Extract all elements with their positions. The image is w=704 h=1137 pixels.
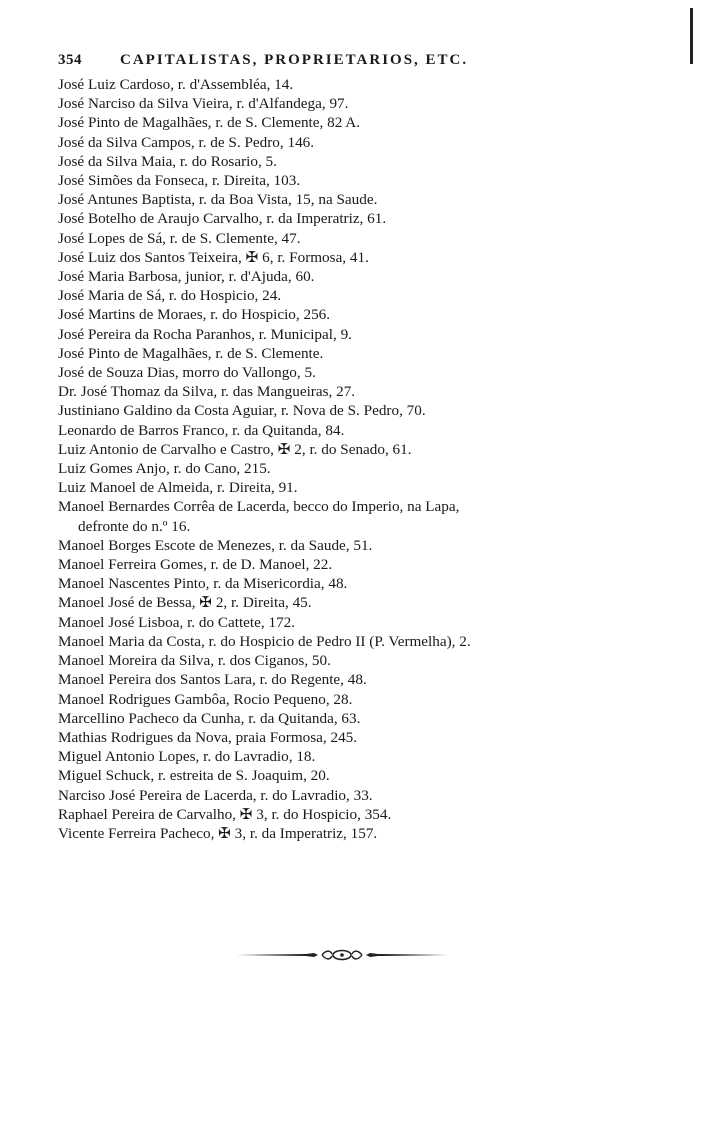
directory-entry: José Luiz Cardoso, r. d'Assembléa, 14. (58, 76, 294, 93)
directory-entry: Leonardo de Barros Franco, r. da Quitanda, 84. (58, 421, 345, 439)
directory-entry: Manoel Borges Escote de Menezes, r. da Saude, 51. (58, 536, 373, 554)
directory-entry: José Narciso da Silva Vieira, r. d'Alfandega, 97. (58, 95, 349, 113)
directory-entry: José Luiz dos Santos Teixeira, ✠ 6, r. Formosa, 41. (58, 248, 369, 266)
directory-entry: Manoel José Lisboa, r. do Cattete, 172. (58, 613, 296, 631)
directory-entry: Vicente Ferreira Pacheco, ✠ 3, r. da Imperatriz, 157. (58, 824, 378, 842)
ornamental-divider (236, 948, 448, 962)
directory-entry: José da Silva Campos, r. de S. Pedro, 146. (58, 133, 315, 151)
directory-entry: José de Souza Dias, morro do Vallongo, 5. (58, 364, 316, 382)
directory-entry: José Pinto de Magalhães, r. de S. Clemente. (58, 344, 324, 362)
directory-entry: José Martins de Moraes, r. do Hospicio, 256. (58, 306, 331, 324)
directory-entry: Luiz Manoel de Almeida, r. Direita, 91. (58, 479, 298, 497)
directory-entry: Manoel José de Bessa, ✠ 2, r. Direita, 45. (58, 594, 312, 612)
directory-entry: Miguel Schuck, r. estreita de S. Joaquim, 20. (58, 767, 330, 785)
directory-entry: José da Silva Maia, r. do Rosario, 5. (58, 152, 277, 170)
directory-entry: José Lopes de Sá, r. de S. Clemente, 47. (58, 229, 301, 247)
directory-entry: Manoel Rodrigues Gambôa, Rocio Pequeno, 28. (58, 690, 353, 708)
directory-entry: José Pereira da Rocha Paranhos, r. Municipal, 9. (58, 325, 352, 343)
directory-entry: José Antunes Baptista, r. da Boa Vista, 15, na Saude. (58, 191, 378, 209)
directory-entry: Mathias Rodrigues da Nova, praia Formosa, 245. (58, 728, 358, 746)
directory-entry: Manoel Nascentes Pinto, r. da Misericordia, 48. (58, 575, 348, 593)
directory-entry: Marcellino Pacheco da Cunha, r. da Quitanda, 63. (58, 709, 361, 727)
directory-entry: José Maria de Sá, r. do Hospicio, 24. (58, 287, 282, 305)
directory-entry: Raphael Pereira de Carvalho, ✠ 3, r. do Hospicio, 354. (58, 805, 392, 823)
directory-entry: Dr. José Thomaz da Silva, r. das Mangueiras, 27. (58, 383, 356, 401)
directory-entry: Manoel Maria da Costa, r. do Hospicio de Pedro II (P. Vermelha), 2. (58, 632, 471, 650)
page-number: 354 (58, 52, 82, 68)
directory-entry: Miguel Antonio Lopes, r. do Lavradio, 18. (58, 748, 316, 766)
directory-entry: José Simões da Fonseca, r. Direita, 103. (58, 172, 301, 190)
directory-list (58, 75, 698, 843)
directory-entry: José Pinto de Magalhães, r. de S. Clemente, 82 A. (58, 114, 361, 132)
page-header (58, 52, 658, 72)
directory-entry: José Maria Barbosa, junior, r. d'Ajuda, 60. (58, 268, 315, 286)
directory-entry: Narciso José Pereira de Lacerda, r. do Lavradio, 33. (58, 786, 373, 804)
directory-entry: Manoel Pereira dos Santos Lara, r. do Regente, 48. (58, 671, 367, 689)
directory-entry: Luiz Gomes Anjo, r. do Cano, 215. (58, 460, 271, 478)
directory-entry: Justiniano Galdino da Costa Aguiar, r. Nova de S. Pedro, 70. (58, 402, 426, 420)
directory-entry: Luiz Antonio de Carvalho e Castro, ✠ 2, r. do Senado, 61. (58, 440, 412, 458)
directory-entry: Manoel Bernardes Corrêa de Lacerda, becco do Imperio, na Lapa, (58, 498, 460, 516)
directory-entry: José Botelho de Araujo Carvalho, r. da Imperatriz, 61. (58, 210, 387, 228)
directory-entry-continuation: defronte do n.º 16. (78, 517, 191, 535)
page-edge-mark (690, 8, 693, 64)
directory-entry: Manoel Ferreira Gomes, r. de D. Manoel, 22. (58, 556, 333, 574)
running-title: CAPITALISTAS, PROPRIETARIOS, ETC. (120, 52, 469, 68)
directory-entry: Manoel Moreira da Silva, r. dos Ciganos, 50. (58, 652, 331, 670)
